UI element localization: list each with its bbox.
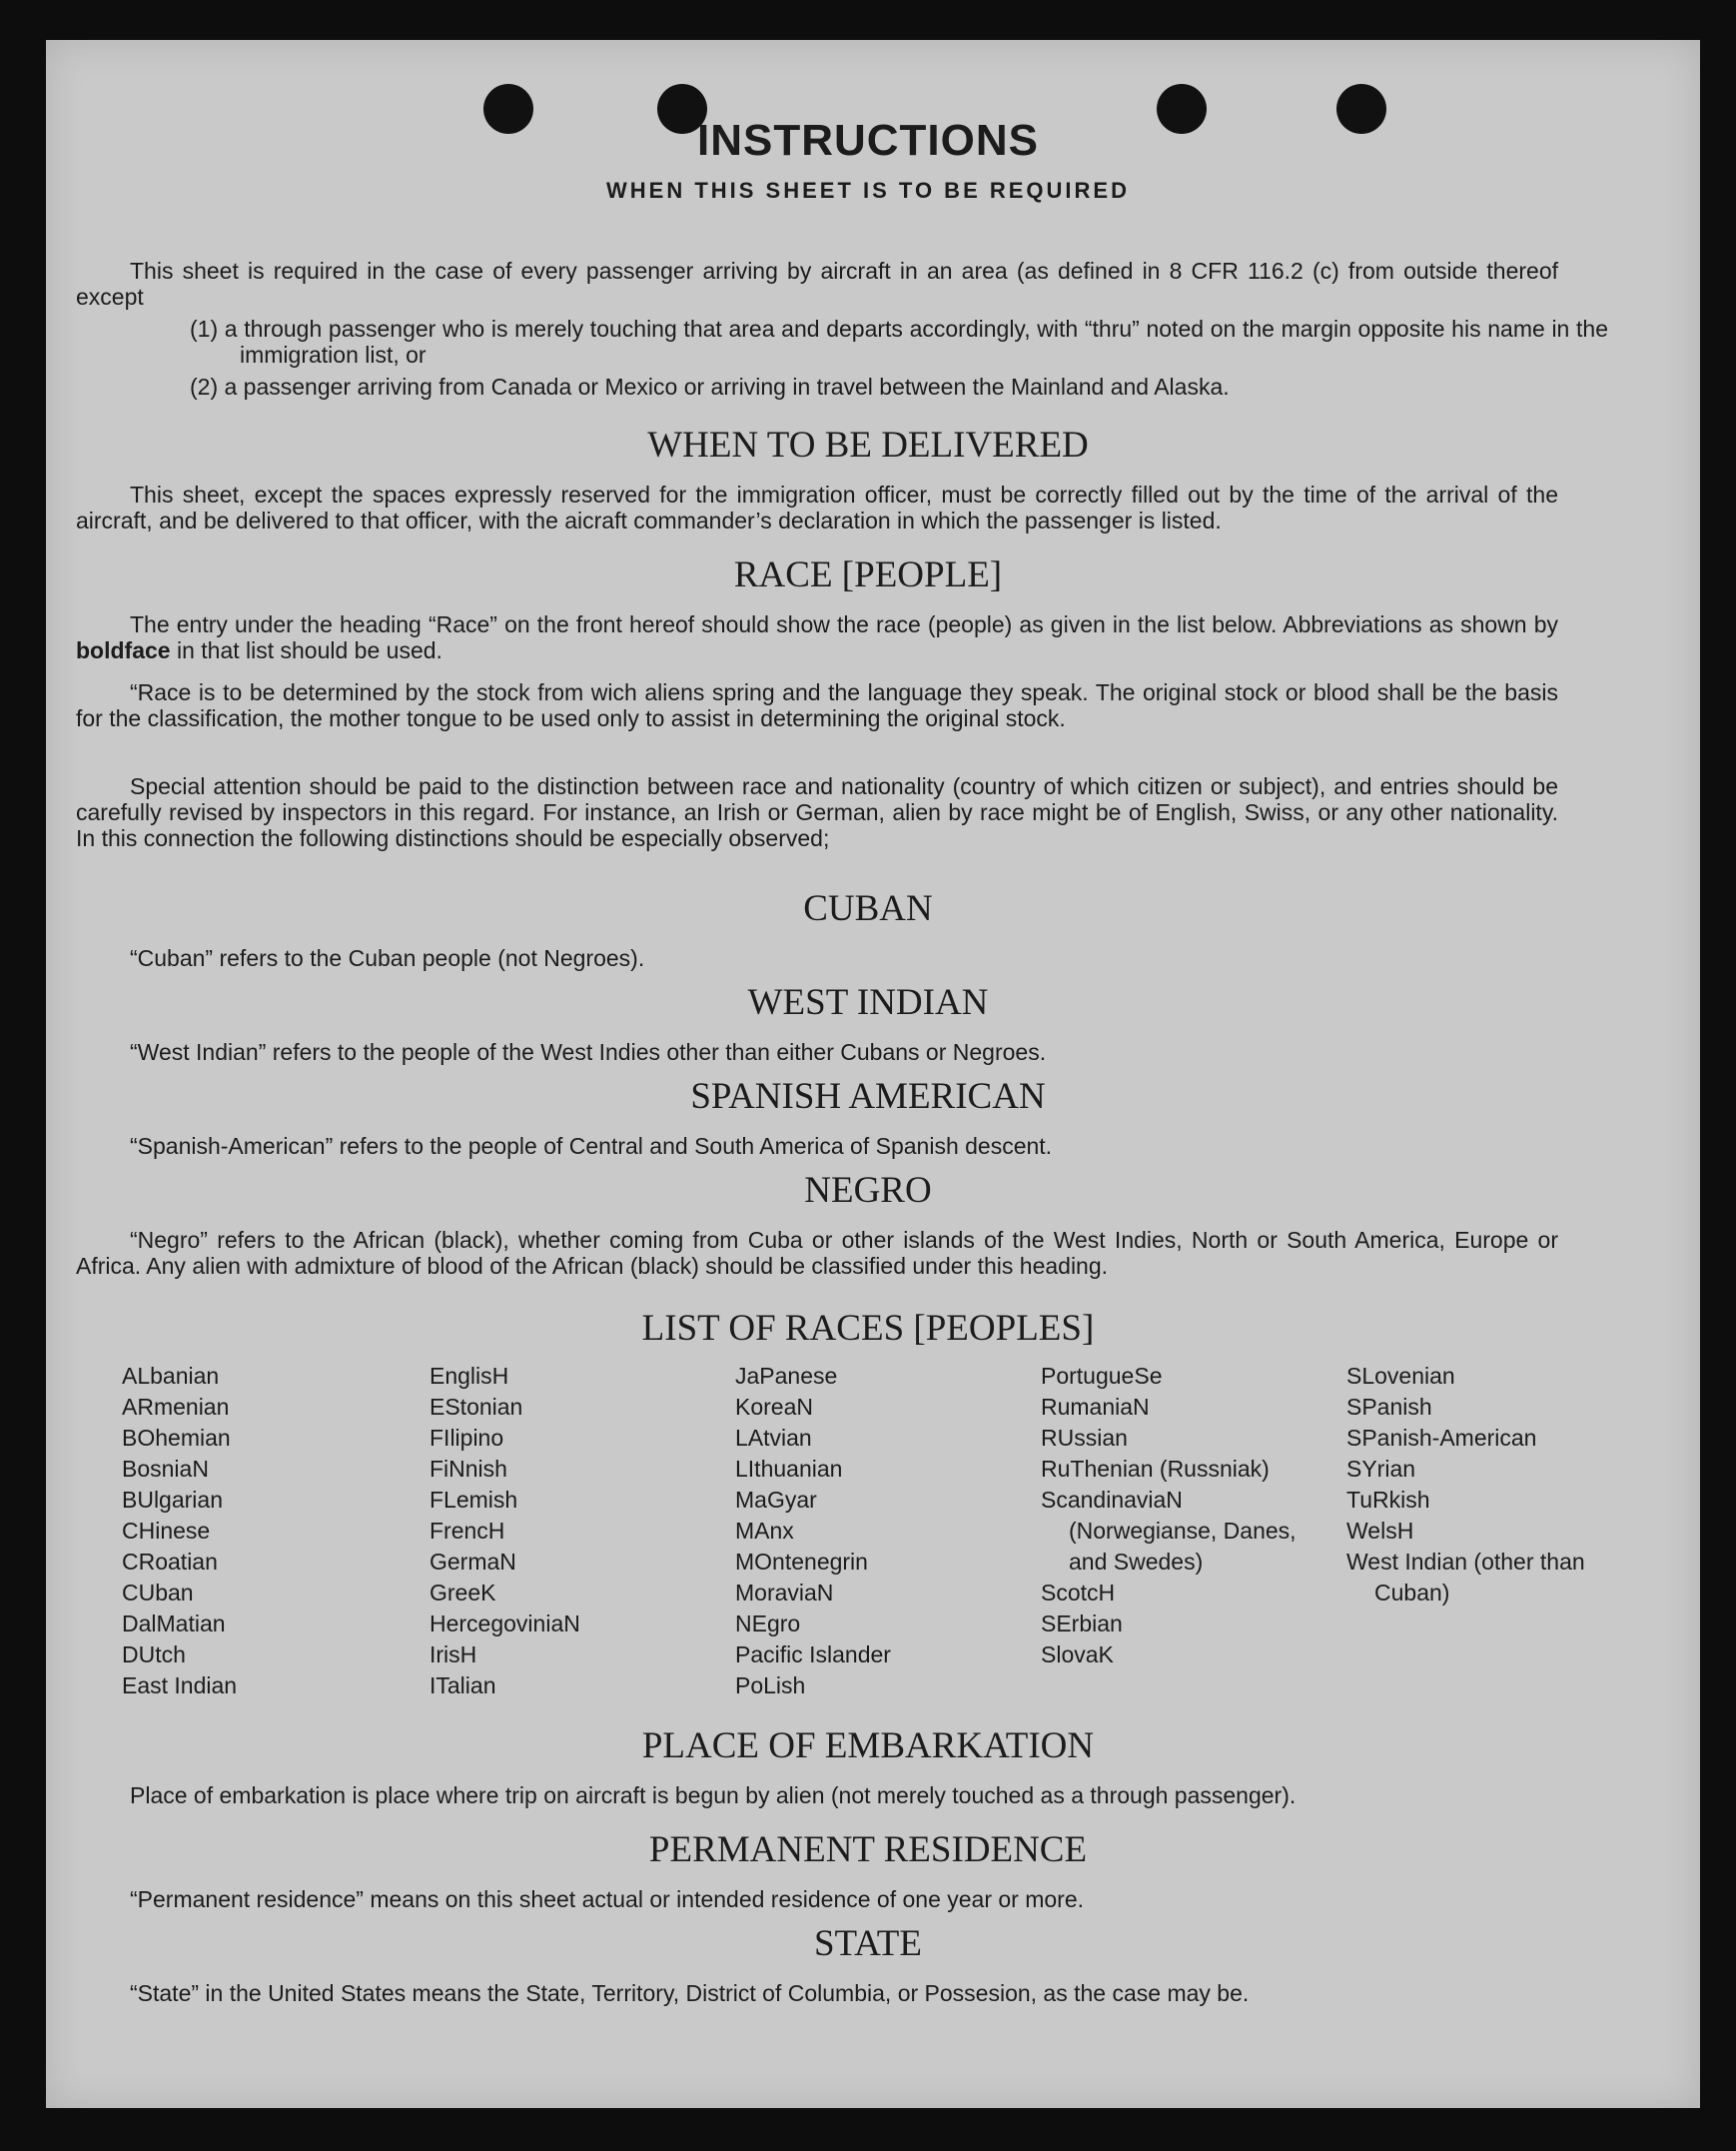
list-item: MoraviaN [735, 1580, 834, 1606]
list-item: Pacific Islander [735, 1641, 891, 1667]
heading-list-of-races: LIST OF RACES [PEOPLES] [641, 1308, 1095, 1349]
list-item: CRoatian [122, 1549, 218, 1575]
list-item: ScotcH [1041, 1580, 1116, 1606]
list-item: GreeK [430, 1580, 496, 1606]
list-item: BUlgarian [122, 1487, 223, 1513]
list-item: LIthuanian [735, 1456, 843, 1482]
list-item: SPanish [1346, 1394, 1432, 1420]
list-item: FrencH [430, 1518, 505, 1544]
list-item: SlovaK [1041, 1641, 1114, 1667]
list-item: FLemish [430, 1487, 518, 1513]
list-item: FIlipino [430, 1425, 504, 1451]
page-subtitle: WHEN THIS SHEET IS TO BE REQUIRED [606, 178, 1130, 203]
list-item: East Indian [122, 1672, 238, 1698]
heading-state: STATE [813, 1923, 923, 1964]
list-item: SErbian [1041, 1611, 1123, 1636]
race-paragraph-1: The entry under the heading “Race” on the front hereof should show the race (people) as given in the list below. Abbreviations as shown by boldface in that list should be used. [76, 611, 1558, 663]
list-item: SYrian [1346, 1456, 1416, 1482]
list-item: ALbanian [122, 1363, 220, 1389]
residence-paragraph: “Permanent residence” means on this sheet actual or intended residence of one year or more. [130, 1886, 1085, 1912]
races-column-3 [735, 1361, 1025, 1701]
list-item: CHinese [122, 1518, 211, 1544]
list-item: RUssian [1041, 1425, 1128, 1451]
spanish-american-paragraph: “Spanish-American” refers to the people of Central and South America of Spanish descent. [130, 1133, 1053, 1159]
races-column-4 [1041, 1361, 1320, 1670]
list-item: LAtvian [735, 1425, 812, 1451]
races-column-1 [122, 1361, 412, 1701]
embarkation-paragraph: Place of embarkation is place where trip on aircraft is begun by alien (not merely touched as a through passenger). [130, 1782, 1297, 1808]
heading-race: RACE [PEOPLE] [733, 554, 1003, 595]
heading-when-delivered: WHEN TO BE DELIVERED [647, 425, 1089, 466]
list-item: ScandinaviaN (Norwegianse, Danes, and Swedes) [1041, 1487, 1297, 1575]
list-item: ARmenian [122, 1394, 230, 1420]
list-item: ITalian [430, 1672, 496, 1698]
page-title: INSTRUCTIONS [697, 116, 1039, 165]
exception-item-1: (1) a through passenger who is merely touching that area and departs accordingly, with “thru” noted on the margin opposite his name in the immigration list, or [190, 316, 1608, 368]
cuban-paragraph: “Cuban” refers to the Cuban people (not Negroes). [130, 945, 645, 971]
list-item: TuRkish [1346, 1487, 1430, 1513]
list-item: DalMatian [122, 1611, 226, 1636]
list-item: SPanish-American [1346, 1425, 1537, 1451]
list-item: SLovenian [1346, 1363, 1455, 1389]
west-indian-paragraph: “West Indian” refers to the people of the West Indies other than either Cubans or Negroes. [130, 1039, 1047, 1065]
list-item: NEgro [735, 1611, 801, 1636]
list-item: CUban [122, 1580, 194, 1606]
list-item: EnglisH [430, 1363, 509, 1389]
list-item: MOntenegrin [735, 1549, 868, 1575]
list-item: DUtch [122, 1641, 186, 1667]
state-paragraph: “State” in the United States means the State, Territory, District of Columbia, or Possesion, as the case may be. [130, 1980, 1250, 2006]
list-item: EStonian [430, 1394, 523, 1420]
list-item: IrisH [430, 1641, 477, 1667]
boldface-word: boldface [76, 637, 171, 663]
heading-negro: NEGRO [804, 1170, 932, 1211]
races-column-5 [1346, 1361, 1636, 1609]
negro-paragraph: “Negro” refers to the African (black), whether coming from Cuba or other islands of the West Indies, North or South America, Europe or Africa. Any alien with admixture of blood of the African (black) should be classified under this heading. [76, 1227, 1558, 1279]
race-paragraph-3: Special attention should be paid to the distinction between race and nationality (country of which citizen or subject), and entries should be carefully revised by inspectors in this regard. For instance, an Irish or German, alien by race might be of English, Swiss, or any other nationality. In this connection the following distinctions should be especially observed; [76, 773, 1558, 851]
intro-paragraph: This sheet is required in the case of every passenger arriving by aircraft in an area (as defined in 8 CFR 116.2 (c) from outside thereof except [76, 258, 1558, 310]
heading-spanish-american: SPANISH AMERICAN [690, 1076, 1046, 1117]
list-item: WelsH [1346, 1518, 1414, 1544]
races-column-2 [430, 1361, 719, 1701]
heading-cuban: CUBAN [803, 888, 933, 929]
heading-west-indian: WEST INDIAN [747, 982, 989, 1023]
list-item: RumaniaN [1041, 1394, 1150, 1420]
list-item: RuThenian (Russniak) [1041, 1456, 1270, 1482]
list-item: GermaN [430, 1549, 516, 1575]
list-item: JaPanese [735, 1363, 838, 1389]
race-paragraph-2: “Race is to be determined by the stock from wich aliens spring and the language they speak. The original stock or blood shall be the basis for the classification, the mother tongue to be used only to assist in determining the original stock. [76, 679, 1558, 731]
list-item: HercegoviniaN [430, 1611, 580, 1636]
list-item: MaGyar [735, 1487, 817, 1513]
list-item: MAnx [735, 1518, 794, 1544]
list-item: FiNnish [430, 1456, 507, 1482]
delivered-paragraph: This sheet, except the spaces expressly reserved for the immigration officer, must be correctly filled out by the time of the arrival of the aircraft, and be delivered to that officer, with the aicraft commander’s declaration in which the passenger is listed. [76, 482, 1558, 534]
heading-permanent-residence: PERMANENT RESIDENCE [648, 1829, 1088, 1870]
list-item: PortugueSe [1041, 1363, 1163, 1389]
list-item: West Indian (other than Cuban) [1346, 1549, 1585, 1606]
heading-place-of-embarkation: PLACE OF EMBARKATION [641, 1725, 1095, 1766]
exception-item-2: (2) a passenger arriving from Canada or Mexico or arriving in travel between the Mainland and Alaska. [190, 374, 1230, 400]
list-item: KoreaN [735, 1394, 813, 1420]
list-item: PoLish [735, 1672, 806, 1698]
list-item: BOhemian [122, 1425, 231, 1451]
list-item: BosniaN [122, 1456, 209, 1482]
